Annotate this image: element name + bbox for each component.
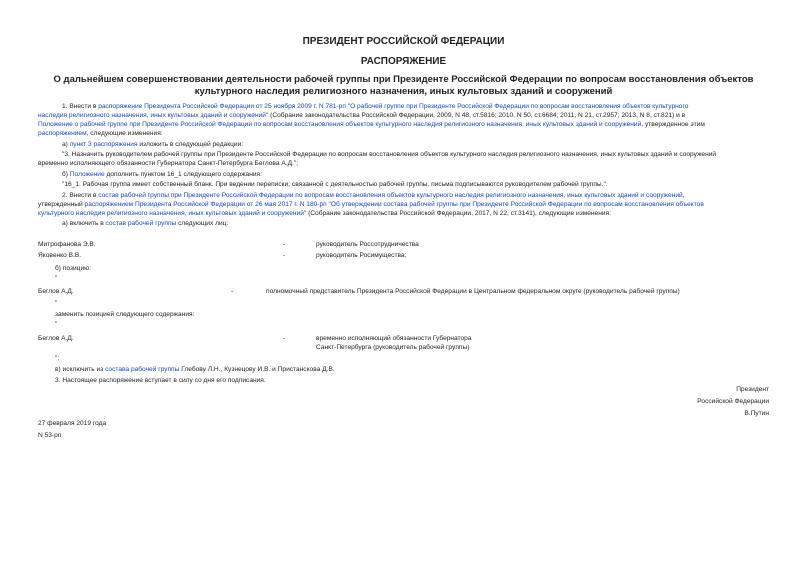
person-name: Митрофанова Э.В. xyxy=(38,241,96,248)
paragraph-3: 3. Настоящее распоряжение вступает в силу со дня его подписания. xyxy=(55,377,266,384)
replace-text: заменить позицией следующего содержания: xyxy=(55,311,195,318)
quote-mark: " xyxy=(55,321,58,328)
signature-country: Российской Федерации xyxy=(697,398,769,405)
link-regulation-2[interactable]: Положение xyxy=(69,171,105,178)
paragraph-1-line-3: Положение о рабочей группе при Президенте Российской Федерации по вопросам восстановления объектов культурного наследия религиозного назначения, иных культовых зданий и сооружений, утвержденное этим xyxy=(38,121,705,128)
beglov-new-dash: - xyxy=(283,335,286,342)
quote-mark: " xyxy=(55,300,58,307)
paragraph-1-line-1: 1. Внести в распоряжение Президента Российской Федерации от 25 ноября 2009 г. N 781-рп "О рабочей группе при Президенте Российской Федерации по вопросам восстановления объектов культурного xyxy=(62,103,689,110)
quote-mark: " xyxy=(55,275,58,282)
signature-position: Президент xyxy=(736,386,769,393)
paragraph-2-line-3: культурного наследия религиозного назначения, иных культовых зданий и сооружений" (Собрание законодательства Российской Федерации, 2017, N 22, ст.3141), следующие изменения: xyxy=(38,210,611,217)
person-name: Яковенко В.В. xyxy=(38,252,82,259)
document-type: РАСПОРЯЖЕНИЕ xyxy=(360,56,447,67)
link-decree-180-cont[interactable]: культурного наследия религиозного назначения, иных культовых зданий и сооружений" xyxy=(38,210,307,217)
person-dash: - xyxy=(283,252,286,259)
beglov-new-role-1: временно исполняющий обязанности Губернатора xyxy=(316,335,472,342)
document-subject: О дальнейшем совершенствовании деятельности рабочей группы при Президенте Российской Федерации по вопросам восстановления объектов культурного наследия религиозного назначения, иных культовых зданий и сооружений xyxy=(53,74,754,97)
link-composition-2[interactable]: состав рабочей группы xyxy=(105,220,177,227)
link-composition[interactable]: состав рабочей группы при Президенте Российской Федерации по вопросам восстановления объектов культурного наследия религиозного назначения, иных культовых зданий и сооружений xyxy=(98,192,683,199)
item-2b: б) позицию: xyxy=(55,265,91,272)
beglov-new-role-2: Санкт-Петербурга (руководитель рабочей группы) xyxy=(316,344,470,351)
item-2c: в) исключить из состава рабочей группы Глебову Л.Н., Кузнецову И.В. и Пристанскова Д.В. xyxy=(55,366,335,373)
link-decree-781[interactable]: распоряжение Президента Российской Федерации от 25 ноября 2009 г. N 781-рп "О рабочей группе при Президенте Российской Федерации по вопросам восстановления объектов культурного xyxy=(98,103,689,110)
paragraph-2-line-1: 2. Внести в состав рабочей группы при Президенте Российской Федерации по вопросам восстановления объектов культурного наследия религиозного назначения, иных культовых зданий и сооружений, xyxy=(62,192,685,199)
link-order[interactable]: распоряжением xyxy=(38,130,87,137)
paragraph-2-line-2: утвержденный распоряжением Президента Российской Федерации от 26 мая 2017 г. N 180-рп "Об утверждении состава рабочей группы при Президенте Российской Федерации по вопросам восстановления объектов xyxy=(38,201,704,208)
paragraph-1-line-4: распоряжением, следующие изменения: xyxy=(38,130,163,137)
beglov-new-name: Беглов А.Д. xyxy=(38,335,74,342)
issuer-title: ПРЕЗИДЕНТ РОССИЙСКОЙ ФЕДЕРАЦИИ xyxy=(302,36,505,47)
signature-block xyxy=(697,384,769,420)
point-16-1: "16_1. Рабочая группа имеет собственный бланк. При ведении переписки, связанной с деятельностью рабочей группы, письма подписываются руководителем рабочей группы.". xyxy=(62,181,608,188)
beglov-old-role: полномочный представитель Президента Российской Федерации в Центральном федеральном округе (руководитель рабочей группы) xyxy=(266,288,680,295)
person-dash: - xyxy=(283,241,286,248)
paragraph-1-line-2: наследия религиозного назначения, иных культовых зданий и сооружений" (Собрание законодательства Российской Федерации, 2009, N 48, ст.5816; 2010, N 50, ст.6684; 2011, N 21, ст.2957; 2013, N 8, ст.821) и в xyxy=(38,112,686,119)
person-role: руководитель Росимущества; xyxy=(316,252,407,259)
quote-mark: "; xyxy=(55,355,60,362)
document-number: N 53-рп xyxy=(38,432,62,439)
new-point-3-line-1: "3. Назначить руководителем рабочей группы при Президенте Российской Федерации по вопросам восстановления объектов культурного наследия религиозного назначения, иных культовых зданий и сооружений xyxy=(62,151,717,158)
new-point-3-line-2: временно исполняющего обязанности Губернатора Санкт-Петербурга Беглова А.Д."; xyxy=(38,160,299,167)
item-a: а) пункт 3 распоряжения изложить в следующей редакции: xyxy=(62,141,244,148)
person-role: руководитель Россотрудничества xyxy=(316,241,419,248)
document-date: 27 февраля 2019 года xyxy=(38,420,107,427)
beglov-old-name: Беглов А.Д. xyxy=(38,288,74,295)
item-2a: а) включить в состав рабочей группы следующих лиц: xyxy=(62,220,229,227)
link-composition-3[interactable]: состава рабочей группы xyxy=(105,366,180,373)
item-b: б) Положение дополнить пунктом 16_1 следующего содержания: xyxy=(62,171,262,178)
link-decree-781-cont[interactable]: наследия религиозного назначения, иных культовых зданий и сооружений" xyxy=(38,112,269,119)
beglov-old-dash: - xyxy=(231,288,234,295)
link-regulation[interactable]: Положение о рабочей группе при Президенте Российской Федерации по вопросам восстановления объектов культурного наследия религиозного назначения, иных культовых зданий и сооружений xyxy=(38,121,642,128)
signature-name: В.Путин xyxy=(744,410,769,417)
link-decree-180[interactable]: распоряжением Президента Российской Федерации от 26 мая 2017 г. N 180-рп "Об утверждении состава рабочей группы при Президенте Российской Федерации по вопросам восстановления объектов xyxy=(84,201,704,208)
link-point-3[interactable]: пункт 3 распоряжения xyxy=(69,141,138,148)
